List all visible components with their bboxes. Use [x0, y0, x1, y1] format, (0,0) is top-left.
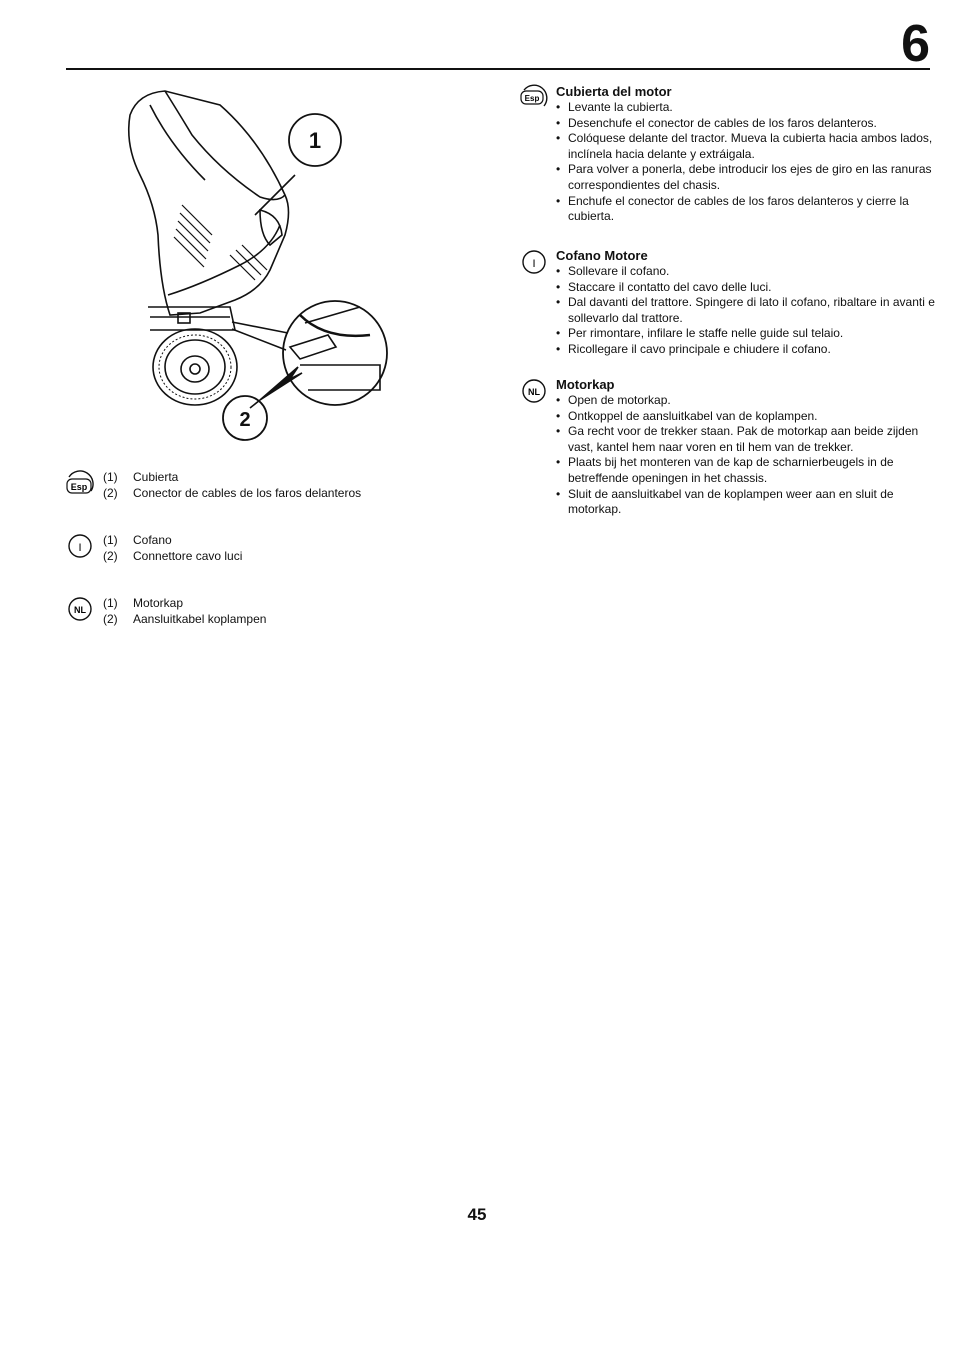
list-item: • Staccare il contatto del cavo delle luci. [556, 280, 935, 296]
list-item: • Open de motorkap. [556, 393, 935, 409]
section-esp [520, 84, 935, 225]
legend-row: (2) Conector de cables de los faros delanteros [103, 486, 362, 500]
callout-number-1: 1 [308, 128, 322, 153]
list-item: • Para volver a ponerla, debe introducir los ejes de giro en las ranuras correspondientes del chasis. [556, 162, 935, 193]
list-item: • Per rimontare, infilare le staffe nelle guide sul telaio. [556, 326, 935, 342]
nl-flag-icon [66, 595, 94, 623]
instruction-list [520, 264, 935, 358]
esp-flag-icon [66, 469, 94, 499]
svg-text:Esp: Esp [70, 482, 88, 492]
list-item: • Sluit de aansluitkabel van de koplampen weer aan en sluit de motorkap. [556, 487, 935, 518]
list-item: • Dal davanti del trattore. Spingere di lato il cofano, ribaltare in avanti e sollevarlo dal trattore. [556, 295, 935, 326]
list-item: • Sollevare il cofano. [556, 264, 935, 280]
section-title: Cubierta del motor [556, 84, 672, 99]
section-title: Motorkap [556, 377, 615, 392]
instruction-list [520, 393, 935, 518]
legend-row: (2) Connettore cavo luci [103, 549, 243, 563]
page-number: 45 [467, 1205, 487, 1224]
hood-illustration [110, 85, 410, 445]
header-rule [66, 68, 930, 70]
legend-row: (1) Cofano [103, 533, 172, 547]
esp-flag-icon [520, 84, 548, 112]
list-item: • Colóquese delante del tractor. Mueva la cubierta hacia ambos lados, inclínela hacia delante y extráigala. [556, 131, 935, 162]
section-title: Cofano Motore [556, 248, 648, 263]
list-item: • Ricollegare il cavo principale e chiudere il cofano. [556, 342, 935, 358]
svg-text:Esp: Esp [524, 94, 540, 103]
list-item: • Levante la cubierta. [556, 100, 935, 116]
svg-text:I: I [78, 542, 82, 554]
list-item: • Plaats bij het monteren van de kap de scharnierbeugels in de betreffende openingen in het chassis. [556, 455, 935, 486]
callout-number-2: 2 [239, 409, 251, 431]
instruction-list [520, 100, 935, 225]
list-item: • Ga recht voor de trekker staan. Pak de motorkap aan beide zijden vast, kantel hem naar voren en til hem van de trekker. [556, 424, 935, 455]
svg-text:I: I [532, 258, 536, 270]
section-nl [520, 377, 935, 518]
section-it [520, 248, 935, 358]
list-item: • Desenchufe el conector de cables de los faros delanteros. [556, 116, 935, 132]
it-flag-icon [66, 532, 94, 560]
list-item: • Enchufe el conector de cables de los faros delanteros y cierre la cubierta. [556, 194, 935, 225]
nl-flag-icon [520, 377, 548, 405]
list-item: • Ontkoppel de aansluitkabel van de koplampen. [556, 409, 935, 425]
legend-row: (1) Cubierta [103, 470, 179, 484]
legend-row: (1) Motorkap [103, 596, 184, 610]
it-flag-icon [520, 248, 548, 276]
svg-text:NL: NL [528, 387, 540, 397]
hood-shape [129, 91, 289, 315]
chapter-number: 6 [901, 15, 930, 73]
svg-text:NL: NL [74, 605, 86, 615]
legend-row: (2) Aansluitkabel koplampen [103, 612, 267, 626]
